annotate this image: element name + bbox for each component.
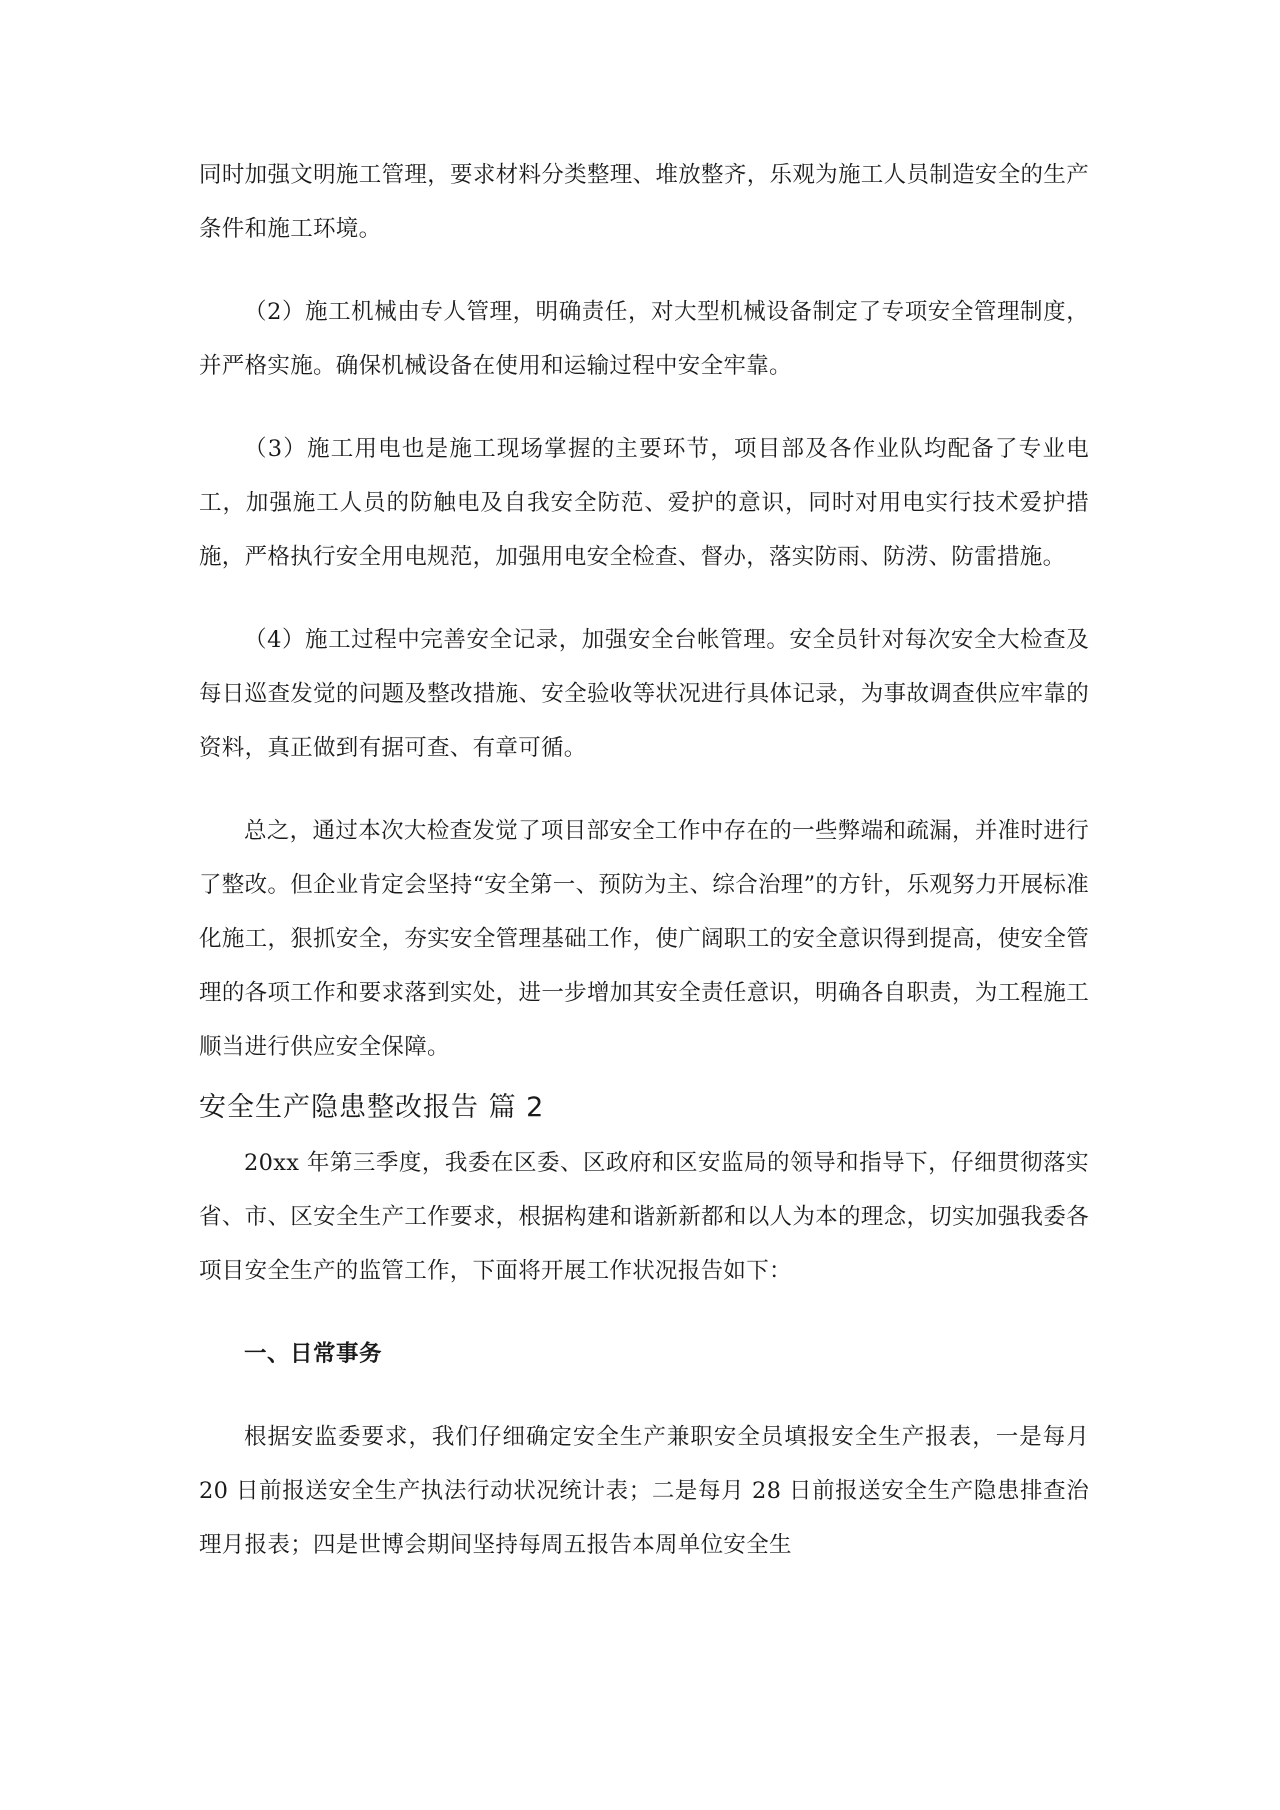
- paragraph-daily-affairs: 根据安监委要求，我们仔细确定安全生产兼职安全员填报安全生产报表，一是每月 20 日前报送安全生产执法行动状况统计表；二是每月 28 日前报送安全生产隐患排查治理月报表；四是世博会期间坚持每周五报告本周单位安全生: [199, 1424, 1089, 1558]
- paragraph-item-4: （4）施工过程中完善安全记录，加强安全台帐管理。安全员针对每次安全大检查及每日巡查发觉的问题及整改措施、安全验收等状况进行具体记录，为事故调查供应牢靠的资料，真正做到有据可查、有章可循。: [199, 627, 1089, 761]
- document-body: [199, 148, 1089, 1601]
- paragraph-item-3: （3）施工用电也是施工现场掌握的主要环节，项目部及各作业队均配备了专业电工，加强施工人员的防触电及自我安全防范、爱护的意识，同时对用电实行技术爱护措施，严格执行安全用电规范，加强用电安全检查、督办，落实防雨、防涝、防雷措施。: [199, 436, 1089, 570]
- paragraph-continued: 同时加强文明施工管理，要求材料分类整理、堆放整齐，乐观为施工人员制造安全的生产条件和施工环境。: [199, 162, 1089, 242]
- paragraph-summary: 总之，通过本次大检查发觉了项目部安全工作中存在的一些弊端和疏漏，并准时进行了整改。但企业肯定会坚持“安全第一、预防为主、综合治理”的方针，乐观努力开展标准化施工，狠抓安全，夯实安全管理基础工作，使广阔职工的安全意识得到提高，使安全管理的各项工作和要求落到实处，进一步增加其安全责任意识，明确各自职责，为工程施工顺当进行供应安全保障。: [199, 818, 1090, 1060]
- subheading-daily-affairs: 一、日常事务: [244, 1341, 383, 1367]
- paragraph-item-2: （2）施工机械由专人管理，明确责任，对大型机械设备制定了专项安全管理制度，并严格实施。确保机械设备在使用和运输过程中安全牢靠。: [199, 299, 1089, 379]
- section-title: 安全生产隐患整改报告 篇 2: [199, 1092, 545, 1123]
- paragraph-intro: 20xx 年第三季度，我委在区委、区政府和区安监局的领导和指导下，仔细贯彻落实省、市、区安全生产工作要求，根据构建和谐新新都和以人为本的理念，切实加强我委各项目安全生产的监管工作，下面将开展工作状况报告如下：: [199, 1150, 1089, 1284]
